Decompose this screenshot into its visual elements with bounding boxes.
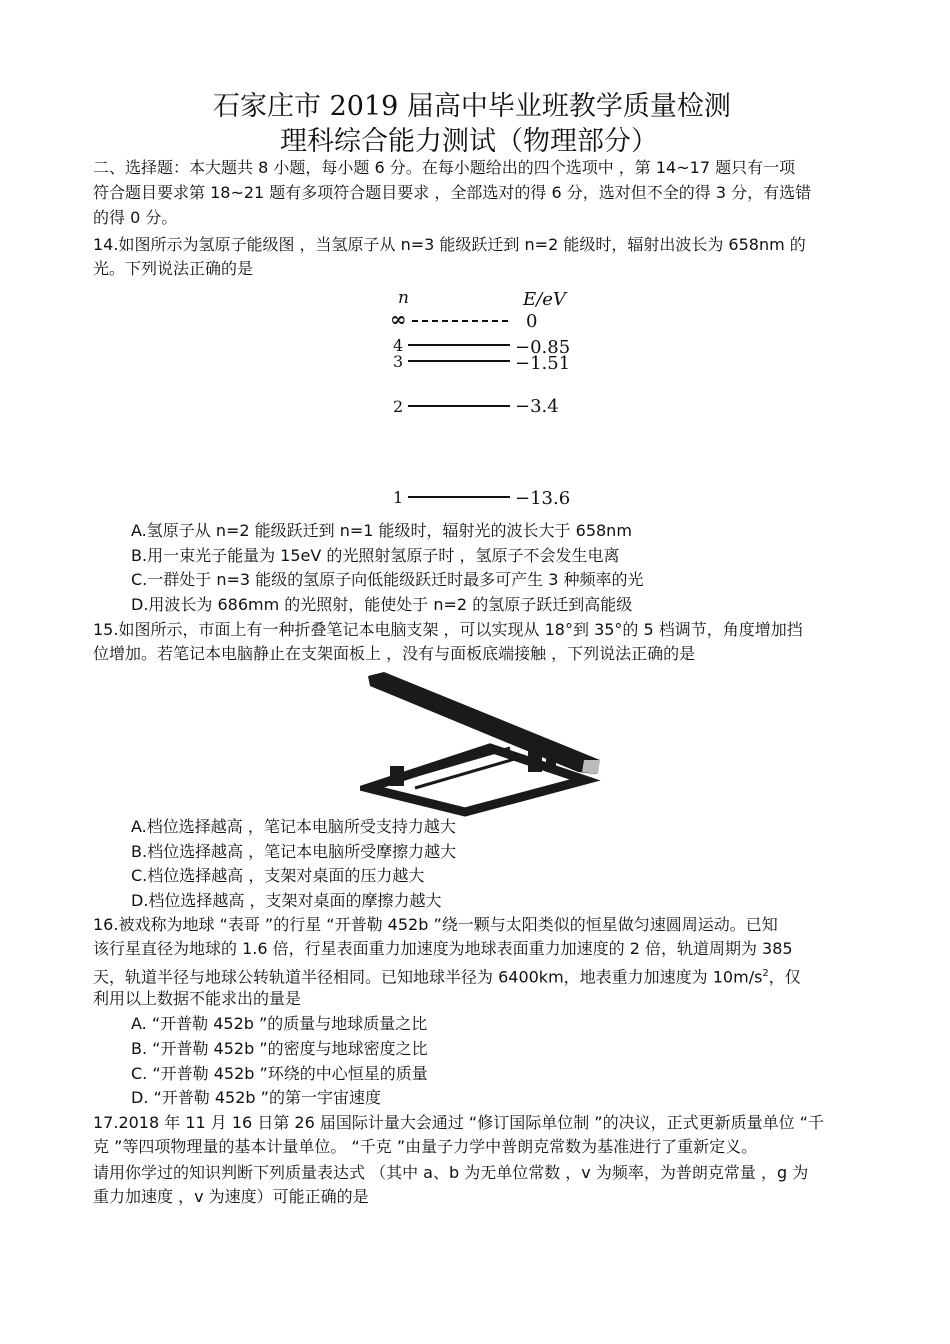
q16-stem-1: 16.被戏称为地球 “表哥 ”的行星 “开普勒 452b ”绕一颗与太阳类似的恒星做匀速圆周运动。已知 (93, 915, 778, 934)
page-title: 石家庄市 2019 届高中毕业班教学质量检测 (213, 91, 731, 122)
q14-option-d: D.用波长为 686mm 的光照射，能使处于 n=2 的氢原子跃迁到高能级 (131, 595, 633, 614)
q15-stem-1: 15.如图所示，市面上有一种折叠笔记本电脑支架 ，可以实现从 18°到 35°的 5 档调节，角度增加挡 (93, 620, 803, 639)
q16-stem-2: 该行星直径为地球的 1.6 倍，行星表面重力加速度为地球表面重力加速度的 2 倍，轨道周期为 385 (93, 939, 793, 958)
energy-level-diagram (380, 285, 610, 515)
q16-stem-4: 利用以上数据不能求出的量是 (93, 989, 302, 1008)
q17-stem-3: 请用你学过的知识判断下列质量表达式 （其中 a、b 为无单位常数 ，v 为频率，为普朗克常量 ，g 为 (93, 1163, 809, 1182)
q16-option-a: A. “开普勒 452b ”的质量与地球质量之比 (131, 1014, 428, 1033)
level-e-2: −3.4 (515, 396, 559, 417)
laptop-stand-image (360, 668, 610, 818)
level-e-inf: 0 (526, 311, 538, 332)
q16-stem-3-text: 天，轨道半径与地球公转轨道半径相同。已知地球半径为 6400km，地表重力加速度为 10m/s (93, 967, 763, 987)
q15-option-d: D.档位选择越高 ，支架对桌面的摩擦力越大 (131, 891, 442, 910)
level-n-3: 3 (393, 352, 404, 371)
q15-option-c: C.档位选择越高 ，支架对桌面的压力越大 (131, 866, 425, 885)
q16-stem-3 (93, 964, 801, 987)
q14-option-a: A.氢原子从 n=2 能级跃迁到 n=1 能级时，辐射光的波长大于 658nm (131, 521, 632, 540)
q15-option-a: A.档位选择越高 ，笔记本电脑所受支持力越大 (131, 817, 456, 836)
page-subtitle: 理科综合能力测试（物理部分） (280, 126, 658, 157)
q14-option-b: B.用一束光子能量为 15eV 的光照射氢原子时 ，氢原子不会发生电离 (131, 546, 620, 565)
q14-option-c: C.一群处于 n=3 能级的氢原子向低能级跃迁时最多可产生 3 种频率的光 (131, 570, 644, 589)
q17-stem-1: 17.2018 年 11 月 16 日第 26 届国际计量大会通过 “修订国际单位制 ”的决议，正式更新质量单位 “千 (93, 1113, 824, 1132)
q16-option-c: C. “开普勒 452b ”环绕的中心恒星的质量 (131, 1064, 428, 1083)
level-e-4: −0.85 (515, 337, 571, 358)
level-n-inf: ∞ (390, 307, 407, 331)
q14-stem-1: 14.如图所示为氢原子能级图 ，当氢原子从 n=3 能级跃迁到 n=2 能级时，辐射出波长为 658nm 的 (93, 235, 806, 254)
q15-stem-2: 位增加。若笔记本电脑静止在支架面板上 ，没有与面板底端接触 ，下列说法正确的是 (93, 644, 696, 663)
level-e-1: −13.6 (515, 488, 571, 509)
q14-stem-2: 光。下列说法正确的是 (93, 259, 254, 278)
intro-line-1: 二、选择题：本大题共 8 小题，每小题 6 分。在每小题给出的四个选项中 ，第 14~17 题只有一项 (93, 158, 796, 177)
n-axis-label: n (398, 288, 409, 308)
intro-line-3: 的得 0 分。 (93, 208, 178, 227)
intro-line-2: 符合题目要求第 18~21 题有多项符合题目要求 ，全部选对的得 6 分，选对但不全的得 3 分，有选错 (93, 183, 812, 202)
level-n-1: 1 (393, 488, 404, 507)
q17-stem-4: 重力加速度 ，v 为速度）可能正确的是 (93, 1187, 369, 1206)
energy-axis-label: E/eV (523, 289, 566, 310)
level-e-3: −1.51 (515, 353, 571, 374)
q16-option-d: D. “开普勒 452b ”的第一宇宙速度 (131, 1088, 381, 1107)
q17-stem-2: 克 ”等四项物理量的基本计量单位。 “千克 ”由量子力学中普朗克常数为基准进行了重新定义。 (93, 1137, 758, 1156)
q16-option-b: B. “开普勒 452b ”的密度与地球密度之比 (131, 1039, 428, 1058)
q16-stem-3-tail: ，仅 (768, 967, 801, 987)
q16-stem-3-superscript: 2 (762, 968, 769, 979)
level-n-4: 4 (393, 336, 404, 355)
q15-option-b: B.档位选择越高 ，笔记本电脑所受摩擦力越大 (131, 842, 457, 861)
level-n-2: 2 (393, 397, 404, 416)
